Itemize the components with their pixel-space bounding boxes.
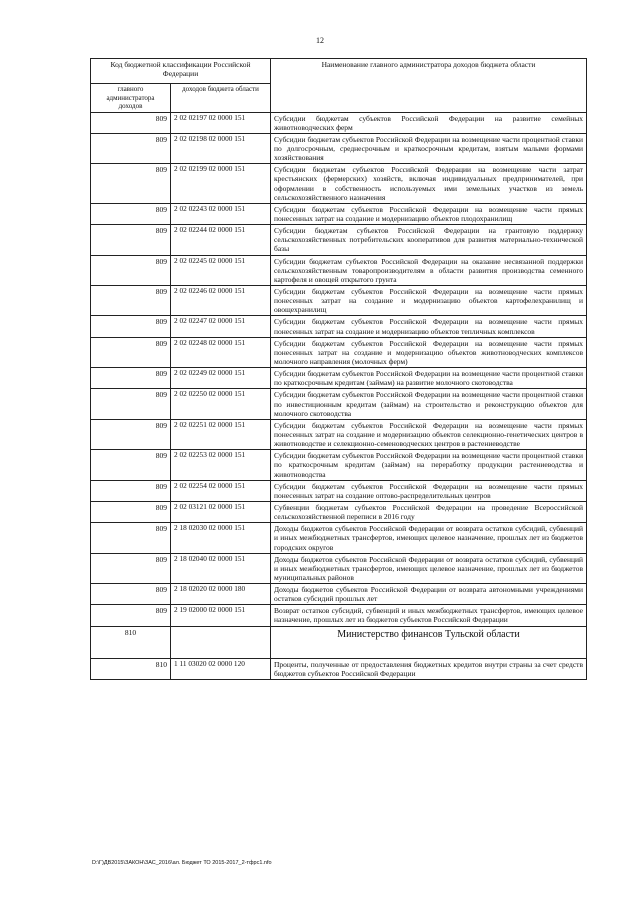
income-name-cell: Субсидии бюджетам субъектов Российской Федерации на возмещение части прямых понесенных затрат на создание и модернизацию объектов селекционно-генетических центров в животноводстве и селекционно-семеноводческих центров в растениеводстве [271, 419, 587, 449]
income-code-cell: 2 18 02030 02 0000 151 [171, 523, 271, 553]
income-code-cell: 2 02 02198 02 0000 151 [171, 133, 271, 163]
table-row [91, 501, 587, 522]
table-row [91, 164, 587, 204]
section-row [91, 626, 587, 658]
table-row [91, 389, 587, 419]
income-code-cell: 2 18 02040 02 0000 151 [171, 553, 271, 583]
table-row [91, 285, 587, 315]
income-code-cell: 2 02 02197 02 0000 151 [171, 112, 271, 133]
table-row [91, 450, 587, 480]
table-row [91, 316, 587, 337]
section-title: Министерство финансов Тульской области [271, 626, 587, 658]
admin-code-cell: 810 [91, 658, 171, 679]
income-name-cell: Субсидии бюджетам субъектов Российской Федерации на возмещение части прямых понесенных затрат на создание и модернизацию объектов картофелехранилищ и овощехранилищ [271, 285, 587, 315]
income-name-cell: Субсидии бюджетам субъектов Российской Федерации на возмещение части процентной ставки по краткосрочным кредитам (займам) на развитие молочного скотоводства [271, 368, 587, 389]
admin-code-cell: 809 [91, 584, 171, 605]
table-row [91, 225, 587, 255]
admin-code-cell: 809 [91, 285, 171, 315]
table-row [91, 255, 587, 285]
income-code-cell: 2 18 02020 02 0000 180 [171, 584, 271, 605]
table-body [91, 112, 587, 679]
income-code-cell: 2 02 02247 02 0000 151 [171, 316, 271, 337]
income-name-cell: Субсидии бюджетам субъектов Российской Федерации на возмещение части прямых понесенных затрат на создание и модернизацию объектов животноводческих комплексов молочного направления (молочных ферм) [271, 337, 587, 367]
admin-code-cell: 809 [91, 501, 171, 522]
admin-code-cell: 809 [91, 553, 171, 583]
admin-code-cell: 809 [91, 389, 171, 419]
income-name-cell: Субсидии бюджетам субъектов Российской Федерации на возмещение части прямых понесенных затрат на создание и модернизацию объектов плодохранилищ [271, 203, 587, 224]
header-code-group: Код бюджетной классификации Российской Федерации [91, 59, 271, 84]
income-name-cell: Субсидии бюджетам субъектов Российской Федерации на развитие семейных животноводческих ферм [271, 112, 587, 133]
income-name-cell: Доходы бюджетов субъектов Российской Федерации от возврата остатков субсидий, субвенций и иных межбюджетных трансфертов, имеющих целевое назначение, прошлых лет из бюджетов городских округов [271, 523, 587, 553]
income-name-cell: Субсидии бюджетам субъектов Российской Федерации на грантовую поддержку сельскохозяйственных потребительских кооперативов для развития материально-технической базы [271, 225, 587, 255]
table-row [91, 553, 587, 583]
admin-code-cell: 809 [91, 368, 171, 389]
page-number: 12 [316, 36, 324, 45]
admin-code-cell: 809 [91, 523, 171, 553]
income-code-cell: 2 19 02000 02 0000 151 [171, 605, 271, 626]
income-code-cell: 2 02 02251 02 0000 151 [171, 419, 271, 449]
income-code-cell: 2 02 02250 02 0000 151 [171, 389, 271, 419]
table-row [91, 337, 587, 367]
admin-code-cell: 809 [91, 225, 171, 255]
income-name-cell: Субсидии бюджетам субъектов Российской Федерации на возмещение части процентной ставки по краткосрочным кредитам (займам) на переработку продукции растениеводства и животноводства [271, 450, 587, 480]
income-code-cell: 2 02 02245 02 0000 151 [171, 255, 271, 285]
table-row [91, 658, 587, 679]
income-code-cell: 2 02 02199 02 0000 151 [171, 164, 271, 204]
admin-code-cell: 809 [91, 480, 171, 501]
table-row [91, 112, 587, 133]
table-row [91, 480, 587, 501]
table-row [91, 605, 587, 626]
admin-code-cell: 809 [91, 337, 171, 367]
table-row [91, 523, 587, 553]
table-row [91, 203, 587, 224]
income-name-cell: Субвенции бюджетам субъектов Российской Федерации на проведение Всероссийской сельскохозяйственной переписи в 2016 году [271, 501, 587, 522]
income-name-cell: Субсидии бюджетам субъектов Российской Федерации на возмещение части прямых понесенных затрат на создание оптово-распределительных центров [271, 480, 587, 501]
income-name-cell: Субсидии бюджетам субъектов Российской Федерации на возмещение части процентной ставки по долгосрочным, среднесрочным и краткосрочным кредитам, взятым малыми формами хозяйствования [271, 133, 587, 163]
income-code-cell: 1 11 03020 02 0000 120 [171, 658, 271, 679]
admin-code-cell: 809 [91, 255, 171, 285]
income-name-cell: Субсидии бюджетам субъектов Российской Федерации на возмещение части прямых понесенных затрат на создание и модернизацию объектов тепличных комплексов [271, 316, 587, 337]
income-code-cell: 2 02 02246 02 0000 151 [171, 285, 271, 315]
header-name-column: Наименование главного администратора доходов бюджета области [271, 59, 587, 113]
income-code-cell: 2 02 02244 02 0000 151 [171, 225, 271, 255]
table-row [91, 133, 587, 163]
footer-file-path: D:\Г)ДВ2015\ЗАКОН\ЗАС_2016\ал. Бюджет ТО 2015-2017_2-тфрс1.nfo [92, 860, 272, 866]
admin-code-cell: 809 [91, 164, 171, 204]
admin-code-cell: 809 [91, 112, 171, 133]
income-name-cell: Доходы бюджетов субъектов Российской Федерации от возврата автономными учреждениями остатков субсидий прошлых лет [271, 584, 587, 605]
income-name-cell: Субсидии бюджетам субъектов Российской Федерации на возмещение части процентной ставки по инвестиционным кредитам (займам) на строительство и реконструкцию объектов для молочного скотоводства [271, 389, 587, 419]
table-row [91, 584, 587, 605]
table-row [91, 419, 587, 449]
budget-classification-table [90, 58, 587, 680]
income-code-cell: 2 02 02254 02 0000 151 [171, 480, 271, 501]
admin-code-cell: 809 [91, 316, 171, 337]
income-name-cell: Субсидии бюджетам субъектов Российской Федерации на возмещение части затрат крестьянских (фермерских) хозяйств, включая индивидуальных предпринимателей, при оформлении в собственность используемых ими земельных участков из земель сельскохозяйственного назначения [271, 164, 587, 204]
header-admin-column: главного администратора доходов [91, 84, 171, 113]
admin-code-cell: 809 [91, 419, 171, 449]
table-row [91, 368, 587, 389]
income-name-cell: Проценты, полученные от предоставления бюджетных кредитов внутри страны за счет средств бюджетов субъектов Российской Федерации [271, 658, 587, 679]
income-name-cell: Субсидии бюджетам субъектов Российской Федерации на оказание несвязанной поддержки сельскохозяйственным товаропроизводителям в области развития производства семенного картофеля и овощей открытого грунта [271, 255, 587, 285]
income-name-cell: Возврат остатков субсидий, субвенций и иных межбюджетных трансфертов, имеющих целевое назначение, прошлых лет из бюджетов субъектов Российской Федерации [271, 605, 587, 626]
income-code-cell: 2 02 02253 02 0000 151 [171, 450, 271, 480]
section-empty-cell [171, 626, 271, 658]
admin-code-cell: 809 [91, 133, 171, 163]
header-income-column: доходов бюджета области [171, 84, 271, 113]
income-name-cell: Доходы бюджетов субъектов Российской Федерации от возврата остатков субсидий, субвенций и иных межбюджетных трансфертов, имеющих целевое назначение, прошлых лет из бюджетов муниципальных районов [271, 553, 587, 583]
section-admin-code: 810 [91, 626, 171, 658]
income-code-cell: 2 02 02249 02 0000 151 [171, 368, 271, 389]
admin-code-cell: 809 [91, 203, 171, 224]
admin-code-cell: 809 [91, 605, 171, 626]
admin-code-cell: 809 [91, 450, 171, 480]
income-code-cell: 2 02 02243 02 0000 151 [171, 203, 271, 224]
income-code-cell: 2 02 03121 02 0000 151 [171, 501, 271, 522]
income-code-cell: 2 02 02248 02 0000 151 [171, 337, 271, 367]
